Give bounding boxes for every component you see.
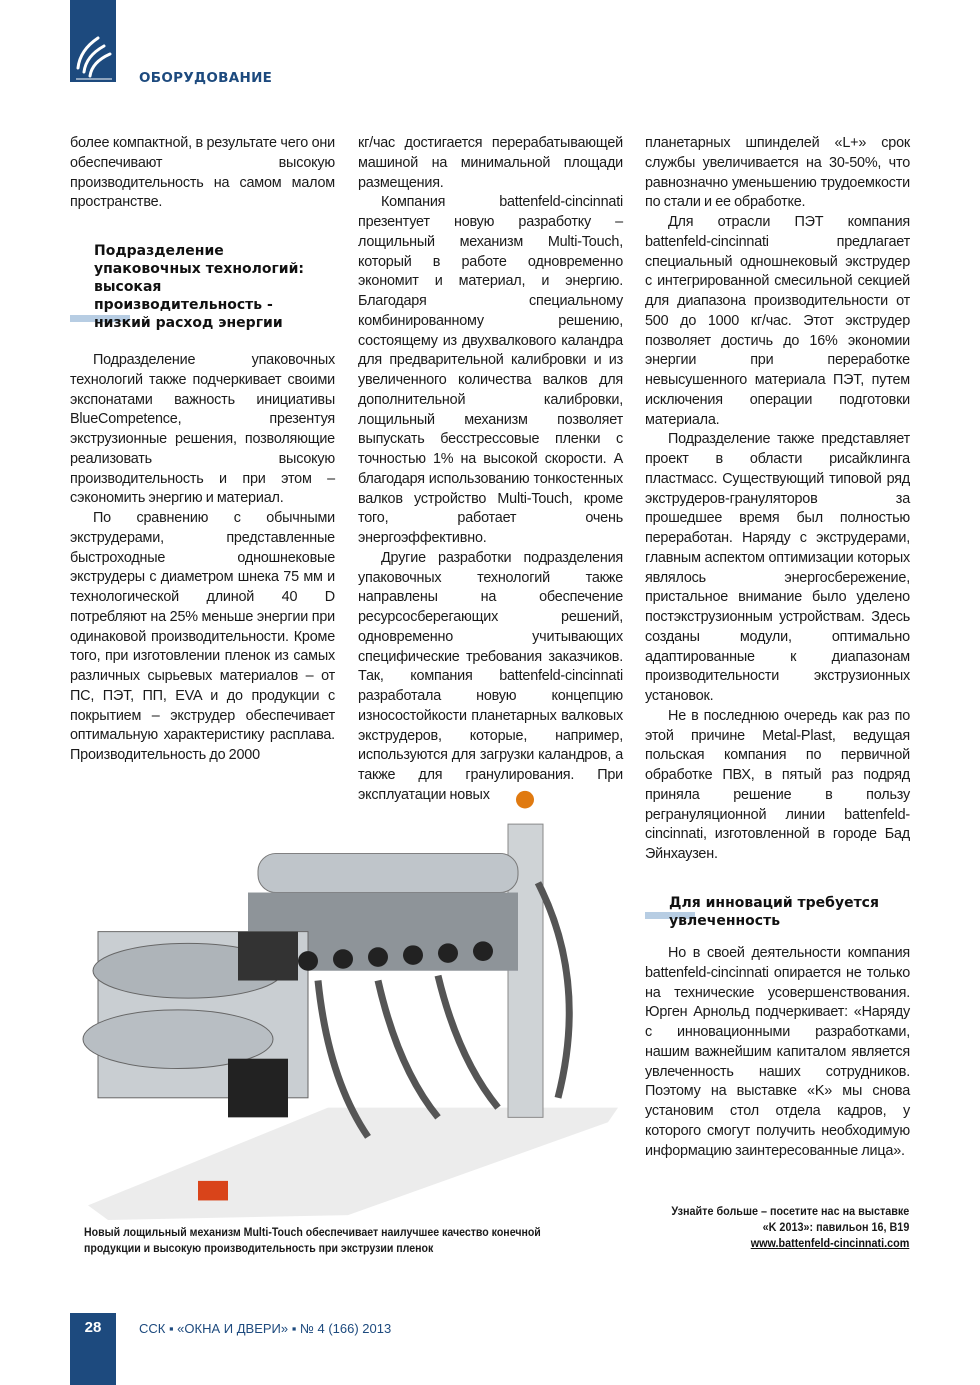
photo-caption: Новый лощильный механизм Multi-Touch обеспечивает наилучшее качество конечной продукции и высокую производительность при экструзии пленок [84, 1227, 541, 1255]
paragraph: Подразделение также представляет проект в области рисайклинга пластмасс. Существующий типовой ряд экструдеров-грануляторов за прошедшее время был полностью переработан. Наряду с экструдерами, главным аспектом оптимизации которых являлось энергосбережение, пристальное внимание было уделено постэкструзионным устройствам. Здесь созданы модули, оптимально адаптированные к диапазонам производительности экструзионных установок. [645, 431, 910, 704]
paragraph: Но в своей деятельности компания battenfeld-cincinnati опирается не только на технические усовершенствования. Юрген Арнольд подчеркивает: «Наряду с инновационными разработками, нашим важнейшим капиталом является увлеченность наших сотрудников. Поэтому на выставке «K» мы снова установим стол отдела кадров, у которого смогут получить необходимую информацию заинтересованные лица». [645, 945, 910, 1159]
subheading: Подразделение упаковочных технологий: высокая производительность - низкий расход энергии [94, 243, 305, 331]
paragraph: планетарных шпинделей «L+» срок службы увеличивается на 30-50%, что равнозначно уменьшению трудоемкости по стали и ее обработке. [645, 135, 910, 211]
paragraph: кг/час достигается перерабатывающей машиной на минимальной площади размещения. [358, 135, 623, 191]
subheading: Для инноваций требуется увлеченность [669, 895, 879, 929]
paragraph: По сравнению с обычными экструдерами, представленные быстроходные одношнековые экструдеры с диаметром шнека 75 мм и технологической длиной 40 D потребляют на 25% меньше энергии при одинаковой производительности. Кроме того, при изготовлении пленок из самых различных сырьевых материалов – от ПС, ПЭТ, ПП, EVA и до продукции с покрытием – экструдер обеспечивает оптимальную характеристику расплава. Производительность до 2000 [70, 510, 335, 763]
section-title: ОБОРУДОВАНИЕ [139, 70, 273, 86]
exhibition-note [671, 1203, 909, 1251]
paragraph: Подразделение упаковочных технологий также подчеркивает своими экспонатами важность инициативы BlueCompetence, презентуя экструзионные решения, позволяющие реализовать высокую производительность и при этом – сэкономить энергию и материал. [70, 352, 335, 507]
note-line: Узнайте больше – посетите нас на выставке [671, 1204, 909, 1218]
column-1 [70, 134, 335, 213]
column-3 [645, 134, 910, 865]
header-logo-block [70, 0, 116, 82]
paragraph: Не в последнюю очередь как раз по этой причине Metal-Plast, ведущая польская компания по первичной обработке ПВХ, в пятый раз подряд приняла решение в пользу регрануляционной линии battenfeld-cincinnati, изготовленной в городе Бад Эйнхаузен. [645, 707, 910, 862]
paragraph: Компания battenfeld-cincinnati презентует новую разработку – лощильный механизм Multi-Touch, который в работе одновременно экономит и материал, и энергию. Благодаря специальному комбинированному решению, состоящему из двухвалкового каландра для предварительной калибровки и из увеличенного количества валков для дополнительной калибровки, лощильный механизм позволяет выпускать бесстрессовые пленки с точностью 1% на высокой скорости. А благодаря использованию тонкостенных валков устройство Multi-Touch, кроме того, работает очень энергоэффективно. [358, 194, 623, 546]
note-line: «K 2013»: павильон 16, B19 [762, 1220, 909, 1234]
page-number: 28 [70, 1313, 116, 1385]
magazine-logo-icon [70, 0, 116, 82]
multi-touch-machine-photo [78, 785, 618, 1220]
magazine-issue: ССК ▪ «ОКНА И ДВЕРИ» ▪ № 4 (166) 2013 [139, 1321, 392, 1336]
paragraph: Для отрасли ПЭТ компания battenfeld-cincinnati предлагает специальный одношнековый экструдер с интегрированной смесильной секцией для диапазона производительности от 500 до 1000 кг/час. Этот экструдер позволяет достичь до 16% экономии энергии при переработке невысушенного материала ПЭТ, путем исключения операции подготовки материала. [645, 214, 910, 428]
column-3-body [645, 944, 910, 1161]
column-2 [358, 134, 623, 806]
column-1-body [70, 351, 335, 766]
paragraph: Другие разработки подразделения упаковочных технологий также направлены на обеспечение ресурсосберегающих решений, одновременно учитывающих специфические требования заказчиков. Так, компания battenfeld-cincinnati разработала новую концепцию износостойкости планетарных валковых экструдеров, которые, например, используются для загрузки каландров, а также для гранулирования. При эксплуатации новых [358, 549, 623, 803]
website-link[interactable]: www.battenfeld-cincinnati.com [750, 1236, 909, 1250]
paragraph: более компактной, в результате чего они обеспечивают высокую производительность на самом малом пространстве. [70, 135, 335, 211]
